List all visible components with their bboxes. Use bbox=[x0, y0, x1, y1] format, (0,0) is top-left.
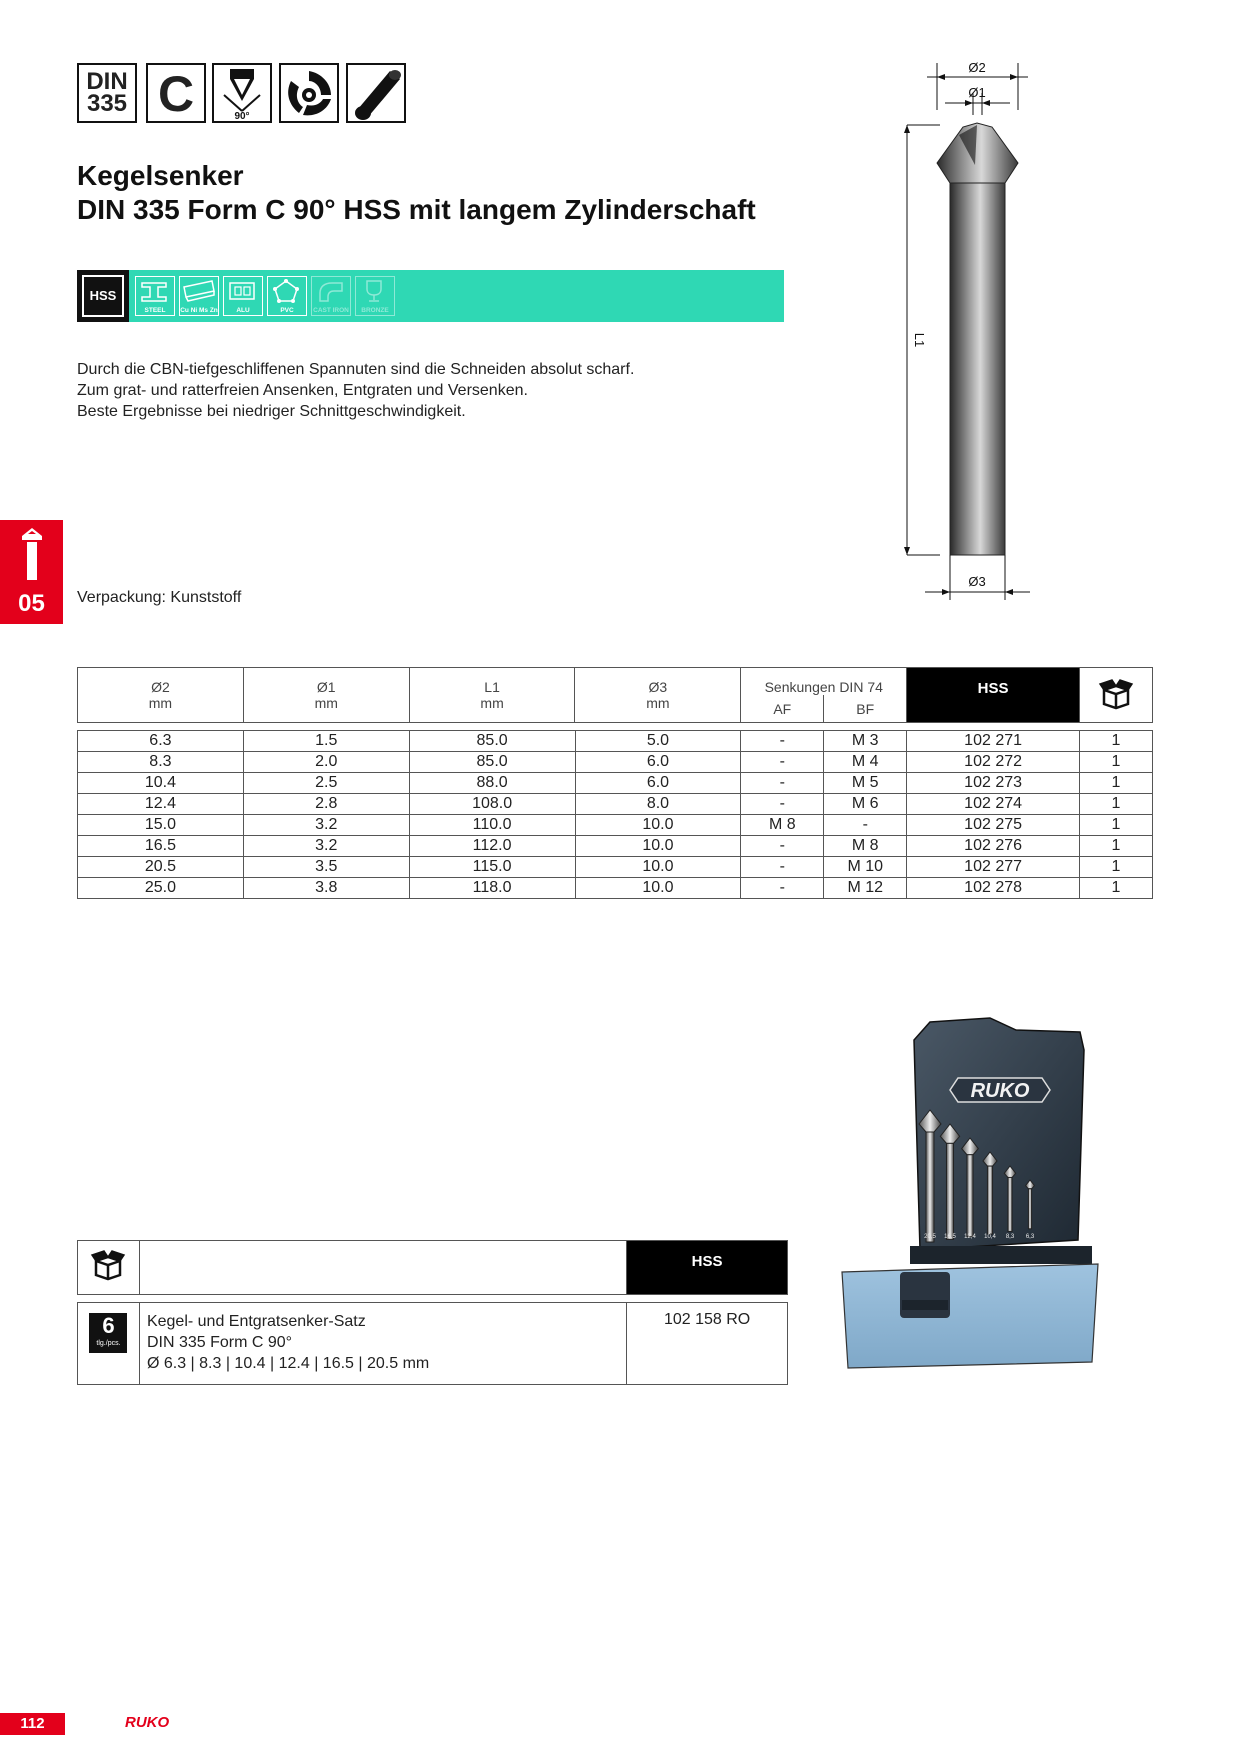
cell-d2: 8.3 bbox=[78, 752, 244, 773]
cell-l1: 108.0 bbox=[409, 794, 575, 815]
set-header-package bbox=[78, 1241, 140, 1295]
cell-d3: 10.0 bbox=[575, 878, 741, 899]
cell-quantity: 1 bbox=[1080, 731, 1153, 752]
dim-d3: Ø3 bbox=[968, 574, 986, 589]
cell-quantity: 1 bbox=[1080, 773, 1153, 794]
header-unit: mm bbox=[314, 695, 338, 711]
material-label: CAST IRON bbox=[313, 307, 349, 314]
product-description bbox=[77, 359, 634, 422]
header-d1 bbox=[243, 668, 409, 723]
header-unit: mm bbox=[646, 695, 670, 711]
cell-bf: M 3 bbox=[824, 731, 907, 752]
header-package bbox=[1080, 668, 1153, 723]
hss-badge bbox=[77, 270, 129, 322]
nonferrous-profile-icon bbox=[180, 277, 217, 305]
cell-af: - bbox=[741, 857, 824, 878]
tool-dimension-drawing bbox=[895, 55, 1045, 615]
cell-quantity: 1 bbox=[1080, 752, 1153, 773]
case-size-label: 10,4 bbox=[984, 1234, 996, 1240]
chapter-number: 05 bbox=[18, 590, 45, 617]
brand-badge bbox=[950, 1078, 1050, 1102]
bronze-trophy-icon bbox=[356, 277, 393, 305]
set-description bbox=[139, 1303, 626, 1385]
cell-d1: 2.0 bbox=[243, 752, 409, 773]
page-title: Kegelsenker bbox=[77, 160, 244, 191]
spec-table-header bbox=[77, 667, 1153, 723]
header-d2 bbox=[78, 668, 244, 723]
set-count-cell bbox=[78, 1303, 140, 1385]
set-count-badge bbox=[89, 1313, 127, 1353]
cell-af: - bbox=[741, 752, 824, 773]
cell-d2: 20.5 bbox=[78, 857, 244, 878]
set-line: Kegel- und Entgratsenker-Satz bbox=[146, 1313, 366, 1330]
brand-logo: RUKO bbox=[970, 1080, 1030, 1102]
header-label: Ø1 bbox=[316, 679, 336, 695]
din-label: DIN bbox=[86, 68, 128, 95]
cell-bf: M 10 bbox=[824, 857, 907, 878]
cell-article: 102 276 bbox=[907, 836, 1080, 857]
package-box-icon bbox=[1098, 678, 1134, 710]
cell-d3: 10.0 bbox=[575, 857, 741, 878]
cell-d2: 25.0 bbox=[78, 878, 244, 899]
cast-iron-pipe-icon bbox=[312, 277, 349, 305]
header-d3 bbox=[575, 668, 741, 723]
cell-d2: 10.4 bbox=[78, 773, 244, 794]
three-flute-icon bbox=[279, 63, 339, 123]
cell-af: - bbox=[741, 731, 824, 752]
cell-d1: 3.2 bbox=[243, 836, 409, 857]
table-row bbox=[78, 878, 1153, 899]
cell-d3: 6.0 bbox=[575, 752, 741, 773]
set-table-header bbox=[77, 1240, 788, 1295]
header-label: Ø3 bbox=[648, 679, 668, 695]
header-l1 bbox=[409, 668, 575, 723]
description-line: Zum grat- und ratterfreien Ansenken, Entgraten und Versenken. bbox=[77, 382, 528, 399]
dim-d1: Ø1 bbox=[968, 85, 986, 100]
din-335-symbol bbox=[77, 63, 137, 123]
chapter-tab bbox=[0, 520, 63, 624]
cell-d3: 6.0 bbox=[575, 773, 741, 794]
cell-quantity: 1 bbox=[1080, 857, 1153, 878]
countersink-icon bbox=[18, 526, 46, 582]
cell-d2: 15.0 bbox=[78, 815, 244, 836]
cell-bf: M 6 bbox=[824, 794, 907, 815]
form-c-symbol bbox=[146, 63, 206, 123]
angle-90-icon bbox=[212, 63, 272, 123]
spec-table bbox=[77, 730, 1153, 899]
cell-af: - bbox=[741, 773, 824, 794]
cell-article: 102 272 bbox=[907, 752, 1080, 773]
table-row bbox=[78, 752, 1153, 773]
cell-quantity: 1 bbox=[1080, 836, 1153, 857]
package-box-icon bbox=[90, 1249, 126, 1281]
header-label: L1 bbox=[484, 679, 500, 695]
header-af: AF bbox=[741, 695, 824, 723]
table-row bbox=[78, 836, 1153, 857]
dim-d2: Ø2 bbox=[968, 60, 986, 75]
cell-l1: 115.0 bbox=[409, 857, 575, 878]
hss-label: HSS bbox=[82, 275, 124, 317]
description-line: Durch die CBN-tiefgeschliffenen Spannuten sind die Schneiden absolut scharf. bbox=[77, 361, 635, 378]
cell-bf: - bbox=[824, 815, 907, 836]
set-count: 6 bbox=[102, 1313, 115, 1338]
table-row bbox=[78, 815, 1153, 836]
page-subtitle: DIN 335 Form C 90° HSS mit langem Zylinderschaft bbox=[77, 194, 756, 225]
material-label: Cu Ni Ms Zn bbox=[180, 307, 218, 314]
header-bf: BF bbox=[824, 695, 907, 723]
cylinder-shank-icon bbox=[346, 63, 406, 123]
header-label: Ø2 bbox=[151, 679, 170, 695]
cell-l1: 110.0 bbox=[409, 815, 575, 836]
case-size-label: 6,3 bbox=[1025, 1234, 1035, 1240]
cell-d3: 10.0 bbox=[575, 836, 741, 857]
cell-af: - bbox=[741, 794, 824, 815]
cell-d1: 3.2 bbox=[243, 815, 409, 836]
alu-profile-icon bbox=[224, 277, 261, 305]
page-number: 112 bbox=[0, 1713, 65, 1735]
cell-d3: 5.0 bbox=[575, 731, 741, 752]
product-case-image bbox=[840, 1010, 1100, 1380]
cell-d1: 2.5 bbox=[243, 773, 409, 794]
material-steel bbox=[135, 276, 175, 316]
set-header-hss: HSS bbox=[627, 1241, 788, 1295]
case-size-label: 20,5 bbox=[924, 1234, 936, 1240]
footer-brand: RUKO bbox=[125, 1714, 170, 1731]
cell-d2: 12.4 bbox=[78, 794, 244, 815]
cell-af: - bbox=[741, 878, 824, 899]
cell-article: 102 271 bbox=[907, 731, 1080, 752]
cell-d1: 2.8 bbox=[243, 794, 409, 815]
material-label: PVC bbox=[280, 307, 294, 314]
form-letter: C bbox=[157, 66, 195, 122]
cell-bf: M 4 bbox=[824, 752, 907, 773]
cell-l1: 88.0 bbox=[409, 773, 575, 794]
header-unit: mm bbox=[480, 695, 504, 711]
header-hss: HSS bbox=[907, 668, 1080, 723]
cell-d3: 10.0 bbox=[575, 815, 741, 836]
cell-bf: M 5 bbox=[824, 773, 907, 794]
cell-d2: 6.3 bbox=[78, 731, 244, 752]
cell-quantity: 1 bbox=[1080, 878, 1153, 899]
case-size-label: 12,4 bbox=[964, 1234, 976, 1240]
angle-label: 90° bbox=[234, 111, 250, 121]
material-pvc bbox=[267, 276, 307, 316]
material-label: ALU bbox=[236, 307, 250, 314]
material-cast-iron bbox=[311, 276, 351, 316]
table-row bbox=[78, 731, 1153, 752]
table-row bbox=[78, 857, 1153, 878]
set-count-unit: tlg./pcs. bbox=[96, 1340, 121, 1347]
cell-bf: M 8 bbox=[824, 836, 907, 857]
pvc-pentagon-icon bbox=[268, 277, 305, 305]
packaging-info: Verpackung: Kunststoff bbox=[77, 589, 242, 606]
din-number: 335 bbox=[86, 90, 128, 117]
cell-d2: 16.5 bbox=[78, 836, 244, 857]
steel-profile-icon bbox=[136, 277, 173, 305]
description-line: Beste Ergebnisse bei niedriger Schnittgeschwindigkeit. bbox=[77, 403, 466, 420]
material-bronze bbox=[355, 276, 395, 316]
material-label: BRONZE bbox=[361, 307, 389, 314]
set-table bbox=[77, 1302, 788, 1385]
set-line: Ø 6.3 | 8.3 | 10.4 | 12.4 | 16.5 | 20.5 mm bbox=[146, 1355, 430, 1372]
cell-article: 102 273 bbox=[907, 773, 1080, 794]
header-senkungen: Senkungen DIN 74 bbox=[741, 668, 907, 696]
cell-quantity: 1 bbox=[1080, 815, 1153, 836]
cell-d1: 3.5 bbox=[243, 857, 409, 878]
cell-l1: 112.0 bbox=[409, 836, 575, 857]
case-size-label: 8,3 bbox=[1005, 1234, 1015, 1240]
header-unit: mm bbox=[148, 695, 173, 711]
cell-article: 102 275 bbox=[907, 815, 1080, 836]
cell-af: M 8 bbox=[741, 815, 824, 836]
set-line: DIN 335 Form C 90° bbox=[146, 1334, 293, 1351]
material-label: STEEL bbox=[144, 307, 166, 314]
cell-bf: M 12 bbox=[824, 878, 907, 899]
cell-l1: 85.0 bbox=[409, 731, 575, 752]
material-bar bbox=[77, 270, 784, 322]
cell-quantity: 1 bbox=[1080, 794, 1153, 815]
material-nonferrous bbox=[179, 276, 219, 316]
cell-article: 102 274 bbox=[907, 794, 1080, 815]
cell-af: - bbox=[741, 836, 824, 857]
dim-l1: L1 bbox=[912, 332, 927, 348]
cell-d1: 1.5 bbox=[243, 731, 409, 752]
cell-d1: 3.8 bbox=[243, 878, 409, 899]
cell-article: 102 277 bbox=[907, 857, 1080, 878]
table-row bbox=[78, 773, 1153, 794]
set-article: 102 158 RO bbox=[627, 1303, 788, 1385]
table-row bbox=[78, 794, 1153, 815]
cell-l1: 118.0 bbox=[409, 878, 575, 899]
case-size-label: 16,5 bbox=[944, 1234, 956, 1240]
cell-l1: 85.0 bbox=[409, 752, 575, 773]
material-alu bbox=[223, 276, 263, 316]
set-header-description bbox=[139, 1241, 626, 1295]
cell-d3: 8.0 bbox=[575, 794, 741, 815]
cell-article: 102 278 bbox=[907, 878, 1080, 899]
